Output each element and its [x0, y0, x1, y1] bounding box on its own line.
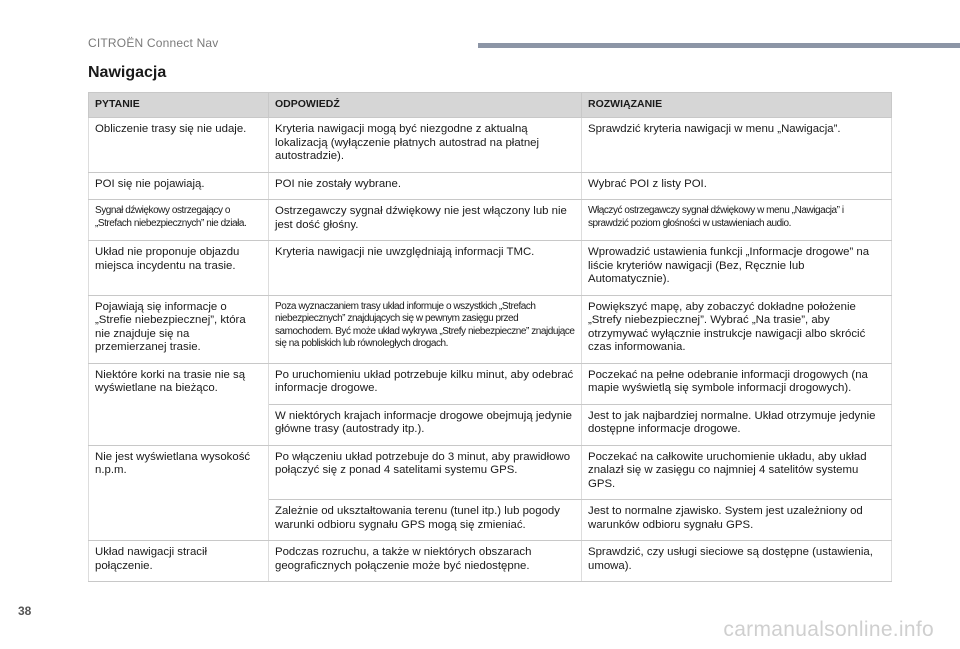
watermark: carmanualsonline.info: [723, 618, 934, 641]
table-row: [89, 172, 892, 200]
column-header-answer: ODPOWIEDŹ: [269, 93, 582, 118]
column-header-solution: ROZWIĄZANIE: [582, 93, 892, 118]
question-cell: Niektóre korki na trasie nie są wyświetlane na bieżąco.: [89, 363, 269, 445]
solution-cell: Poczekać na pełne odebranie informacji drogowych (na mapie wyświetlą się symbole informacji drogowych).: [582, 363, 892, 404]
header-bar: [478, 43, 960, 48]
solution-cell: Jest to normalne zjawisko. System jest uzależniony od warunków odbioru sygnału GPS.: [582, 500, 892, 541]
table-row: [89, 200, 892, 241]
answer-cell: Zależnie od ukształtowania terenu (tunel itp.) lub pogody warunki odbioru sygnału GPS mogą się zmieniać.: [269, 500, 582, 541]
answer-cell: Podczas rozruchu, a także w niektórych obszarach geograficznych połączenie może być niedostępne.: [269, 541, 582, 582]
question-cell: POI się nie pojawiają.: [89, 172, 269, 200]
answer-cell: Ostrzegawczy sygnał dźwiękowy nie jest włączony lub nie jest dość głośny.: [269, 200, 582, 241]
table-row: [89, 541, 892, 582]
solution-cell: Włączyć ostrzegawczy sygnał dźwiękowy w menu „Nawigacja” i sprawdzić poziom głośności w ustawieniach audio.: [582, 200, 892, 241]
table-row: [89, 241, 892, 296]
solution-cell: Sprawdzić, czy usługi sieciowe są dostępne (ustawienia, umowa).: [582, 541, 892, 582]
answer-cell: Kryteria nawigacji nie uwzględniają informacji TMC.: [269, 241, 582, 296]
answer-cell: Po włączeniu układ potrzebuje do 3 minut, aby prawidłowo połączyć się z ponad 4 satelitami systemu GPS.: [269, 445, 582, 500]
column-header-question: PYTANIE: [89, 93, 269, 118]
table-row: [89, 295, 892, 363]
table-row: [89, 445, 892, 500]
solution-cell: Wybrać POI z listy POI.: [582, 172, 892, 200]
table-row: [89, 363, 892, 404]
brand-name: CITROËN Connect Nav: [88, 36, 219, 50]
answer-cell: Poza wyznaczaniem trasy układ informuje o wszystkich „Strefach niebezpiecznych” znajdujących się w pewnym zasięgu przed samochodem. Być może układ wykrywa „Strefy niebezpieczne” znajdujące się na pobliskich lub równoległych drogach.: [269, 295, 582, 363]
troubleshooting-table: [88, 92, 892, 582]
solution-cell: Jest to jak najbardziej normalne. Układ otrzymuje jedynie dostępne informacje drogowe.: [582, 404, 892, 445]
question-cell: Pojawiają się informacje o „Strefie niebezpiecznej”, która nie znajduje się na przemierzanej trasie.: [89, 295, 269, 363]
question-cell: Obliczenie trasy się nie udaje.: [89, 118, 269, 173]
question-cell: Układ nawigacji stracił połączenie.: [89, 541, 269, 582]
answer-cell: W niektórych krajach informacje drogowe obejmują jedynie główne trasy (autostrady itp.).: [269, 404, 582, 445]
solution-cell: Wprowadzić ustawienia funkcji „Informacje drogowe” na liście kryteriów nawigacji (Bez, Ręcznie lub Automatycznie).: [582, 241, 892, 296]
question-cell: Nie jest wyświetlana wysokość n.p.m.: [89, 445, 269, 541]
solution-cell: Poczekać na całkowite uruchomienie układu, aby układ znalazł się w zasięgu co najmniej 4 satelitów systemu GPS.: [582, 445, 892, 500]
solution-cell: Powiększyć mapę, aby zobaczyć dokładne położenie „Strefy niebezpiecznej”. Wybrać „Na trasie”, aby otrzymywać wyłącznie instrukcje nawigacji albo skrócić czas informowania.: [582, 295, 892, 363]
section-title: Nawigacja: [88, 64, 167, 81]
table-header-row: [89, 93, 892, 118]
solution-cell: Sprawdzić kryteria nawigacji w menu „Nawigacja”.: [582, 118, 892, 173]
page-number: 38: [18, 604, 32, 618]
table-row: [89, 118, 892, 173]
answer-cell: Kryteria nawigacji mogą być niezgodne z aktualną lokalizacją (wyłączenie płatnych autostrad na płatnej autostradzie).: [269, 118, 582, 173]
question-cell: Sygnał dźwiękowy ostrzegający o „Strefach niebezpiecznych” nie działa.: [89, 200, 269, 241]
answer-cell: Po uruchomieniu układ potrzebuje kilku minut, aby odebrać informacje drogowe.: [269, 363, 582, 404]
answer-cell: POI nie zostały wybrane.: [269, 172, 582, 200]
question-cell: Układ nie proponuje objazdu miejsca incydentu na trasie.: [89, 241, 269, 296]
